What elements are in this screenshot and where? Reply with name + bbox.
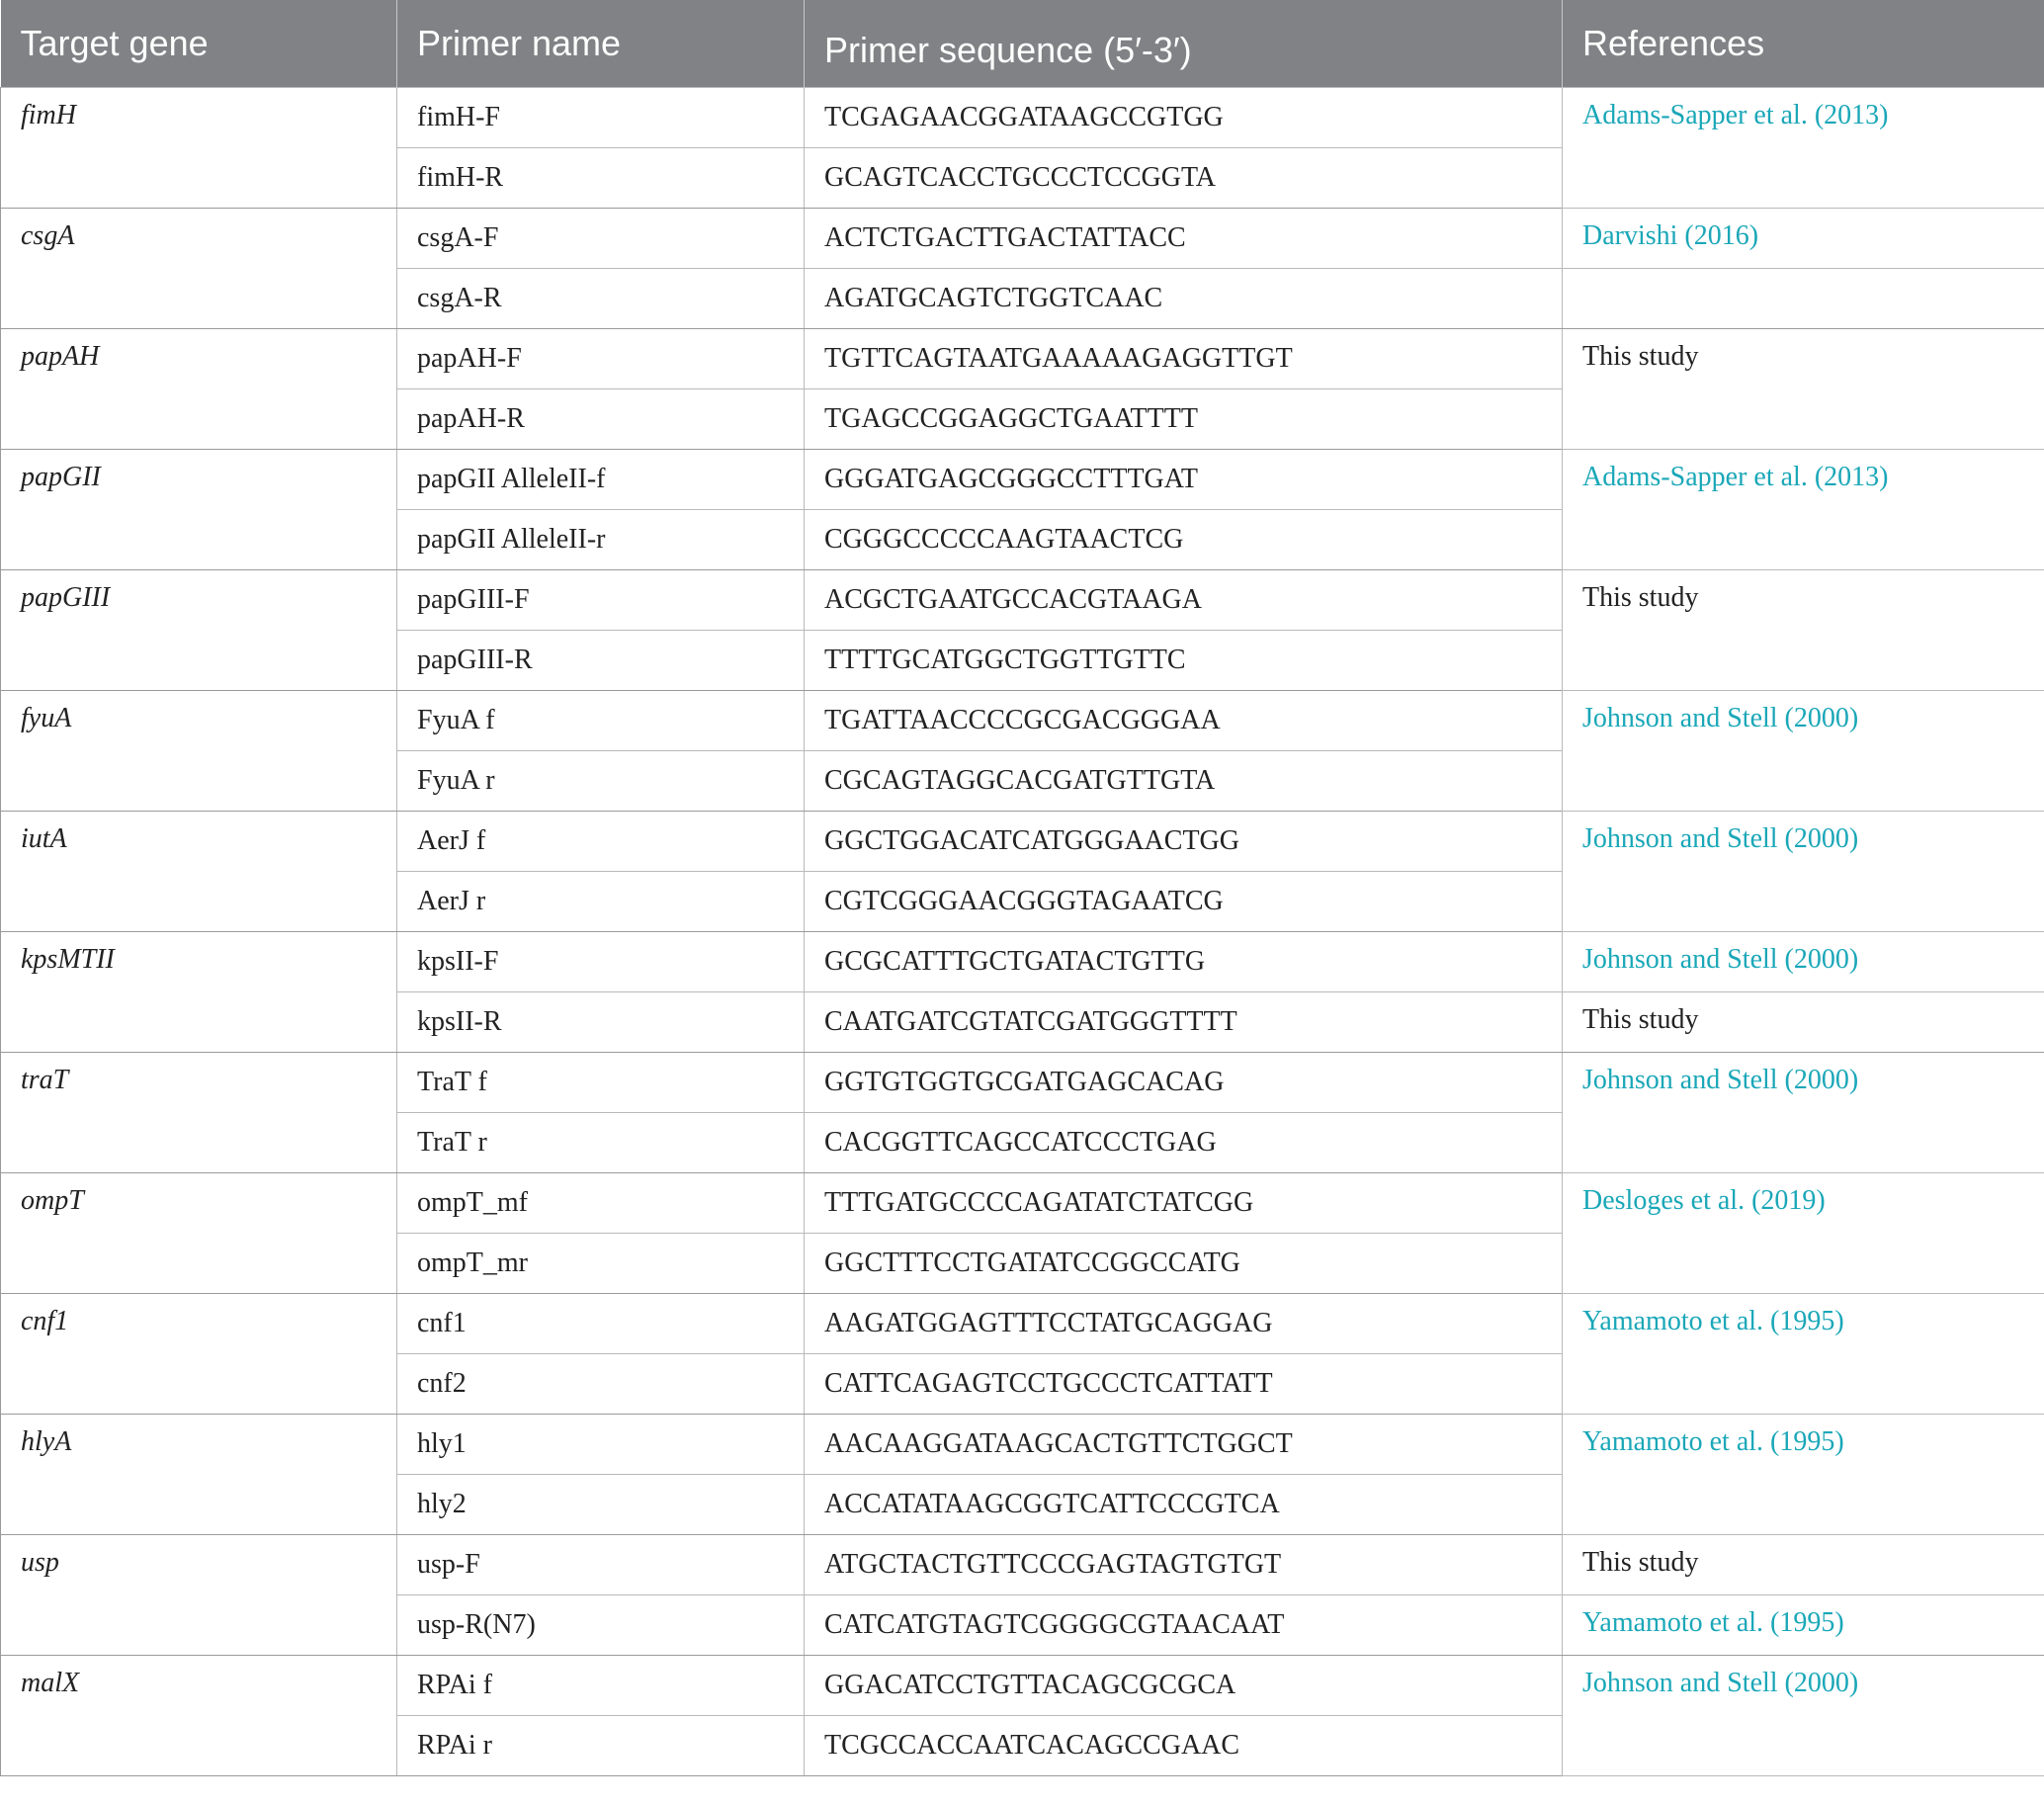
table-row [1, 811, 2044, 871]
reference-text[interactable]: Johnson and Stell (2000) [1582, 702, 1859, 733]
header-references: References [1563, 0, 2044, 87]
header-primer-name: Primer name [397, 0, 805, 87]
reference-text[interactable]: Yamamoto et al. (1995) [1582, 1305, 1844, 1336]
primer-sequence-cell: TGAGCCGGAGGCTGAATTTT [805, 388, 1563, 449]
primer-name-cell: ompT_mf [397, 1172, 805, 1233]
header-target-gene: Target gene [1, 0, 397, 87]
primer-sequence-cell: GGCTTTCCTGATATCCGGCCATG [805, 1233, 1563, 1293]
reference-text[interactable]: Johnson and Stell (2000) [1582, 1667, 1859, 1698]
primer-sequence-cell: GGCTGGACATCATGGGAACTGG [805, 811, 1563, 871]
reference-link[interactable] [1563, 811, 2044, 931]
primer-sequence-cell: TTTTGCATGGCTGGTTGTTC [805, 630, 1563, 690]
reference-text[interactable]: Darvishi (2016) [1582, 219, 1759, 251]
reference-link[interactable] [1563, 931, 2044, 991]
primer-name-cell: cnf1 [397, 1293, 805, 1353]
primer-name-cell: RPAi r [397, 1715, 805, 1775]
reference-link[interactable] [1563, 690, 2044, 811]
primer-name-cell: TraT f [397, 1052, 805, 1112]
primer-sequence-cell: GGGATGAGCGGGCCTTTGAT [805, 449, 1563, 509]
reference-link[interactable] [1563, 208, 2044, 268]
primer-name-cell: fimH-F [397, 87, 805, 147]
reference-link[interactable] [1563, 87, 2044, 208]
reference-link[interactable] [1563, 1052, 2044, 1172]
target-gene-cell: traT [1, 1052, 397, 1172]
target-gene-cell: papGIII [1, 569, 397, 690]
primer-name-cell: usp-F [397, 1534, 805, 1594]
primer-name-cell: hly2 [397, 1474, 805, 1534]
primer-name-cell: kpsII-R [397, 991, 805, 1052]
header-primer-sequence: Primer sequence (5′-3′) [805, 0, 1563, 87]
primer-name-cell: cnf2 [397, 1353, 805, 1414]
reference-text[interactable]: Johnson and Stell (2000) [1582, 1064, 1859, 1095]
reference-text: This study [1582, 340, 1699, 372]
reference-text[interactable]: Adams-Sapper et al. (2013) [1582, 461, 1889, 492]
primer-sequence-cell: CGGGCCCCCAAGTAACTCG [805, 509, 1563, 569]
primer-sequence-cell: AACAAGGATAAGCACTGTTCTGGCT [805, 1414, 1563, 1474]
primer-sequence-cell: TCGCCACCAATCACAGCCGAAC [805, 1715, 1563, 1775]
table-row [1, 1414, 2044, 1474]
primer-name-cell: kpsII-F [397, 931, 805, 991]
primer-sequence-cell: AGATGCAGTCTGGTCAAC [805, 268, 1563, 328]
primer-name-cell: AerJ f [397, 811, 805, 871]
primer-sequence-cell: TGTTCAGTAATGAAAAAGAGGTTGT [805, 328, 1563, 388]
reference-cell [1563, 328, 2044, 449]
reference-link[interactable] [1563, 449, 2044, 569]
primer-sequence-cell: ACGCTGAATGCCACGTAAGA [805, 569, 1563, 630]
primer-sequence-cell: TCGAGAACGGATAAGCCGTGG [805, 87, 1563, 147]
reference-text[interactable]: Adams-Sapper et al. (2013) [1582, 99, 1889, 130]
target-gene-cell: papGII [1, 449, 397, 569]
reference-link[interactable] [1563, 1594, 2044, 1655]
primer-sequence-cell: CGTCGGGAACGGGTAGAATCG [805, 871, 1563, 931]
table-row [1, 449, 2044, 509]
primer-sequence-cell: CGCAGTAGGCACGATGTTGTA [805, 750, 1563, 811]
primer-name-cell: csgA-F [397, 208, 805, 268]
reference-link[interactable] [1563, 1293, 2044, 1414]
primer-name-cell: ompT_mr [397, 1233, 805, 1293]
primer-name-cell: RPAi f [397, 1655, 805, 1715]
target-gene-cell: kpsMTII [1, 931, 397, 1052]
reference-cell [1563, 268, 2044, 328]
target-gene-cell: usp [1, 1534, 397, 1655]
reference-text: This study [1582, 1546, 1699, 1578]
table-row [1, 1655, 2044, 1715]
table-row [1, 208, 2044, 268]
primer-name-cell: papGII AlleleII-r [397, 509, 805, 569]
primer-sequence-cell: CAATGATCGTATCGATGGGTTTT [805, 991, 1563, 1052]
primer-name-cell: TraT r [397, 1112, 805, 1172]
reference-text[interactable]: Johnson and Stell (2000) [1582, 822, 1859, 854]
primer-name-cell: csgA-R [397, 268, 805, 328]
table-row [1, 87, 2044, 147]
reference-link[interactable] [1563, 1655, 2044, 1775]
primer-sequence-cell: CATCATGTAGTCGGGGCGTAACAAT [805, 1594, 1563, 1655]
table-row [1, 1293, 2044, 1353]
target-gene-cell: ompT [1, 1172, 397, 1293]
primer-sequence-cell: CATTCAGAGTCCTGCCCTCATTATT [805, 1353, 1563, 1414]
primer-name-cell: papAH-F [397, 328, 805, 388]
primer-sequence-cell: ACTCTGACTTGACTATTACC [805, 208, 1563, 268]
primer-sequence-cell: TGATTAACCCCGCGACGGGAA [805, 690, 1563, 750]
table-row [1, 690, 2044, 750]
target-gene-cell: cnf1 [1, 1293, 397, 1414]
primer-sequence-cell: CACGGTTCAGCCATCCCTGAG [805, 1112, 1563, 1172]
target-gene-cell: hlyA [1, 1414, 397, 1534]
target-gene-cell: papAH [1, 328, 397, 449]
primer-name-cell: papGIII-F [397, 569, 805, 630]
primer-name-cell: FyuA r [397, 750, 805, 811]
primer-name-cell: papGIII-R [397, 630, 805, 690]
primer-name-cell: papAH-R [397, 388, 805, 449]
primer-sequence-cell: GGTGTGGTGCGATGAGCACAG [805, 1052, 1563, 1112]
target-gene-cell: csgA [1, 208, 397, 328]
target-gene-cell: malX [1, 1655, 397, 1775]
primer-sequence-cell: ATGCTACTGTTCCCGAGTAGTGTGT [805, 1534, 1563, 1594]
reference-text: This study [1582, 581, 1699, 613]
table-header [1, 0, 2044, 87]
primer-sequence-cell: GCAGTCACCTGCCCTCCGGTA [805, 147, 1563, 208]
reference-cell [1563, 569, 2044, 690]
table-row [1, 1172, 2044, 1233]
primer-name-cell: fimH-R [397, 147, 805, 208]
primer-name-cell: usp-R(N7) [397, 1594, 805, 1655]
primer-name-cell: FyuA f [397, 690, 805, 750]
primer-sequence-cell: TTTGATGCCCCAGATATCTATCGG [805, 1172, 1563, 1233]
table-row [1, 1534, 2044, 1594]
table-row [1, 1052, 2044, 1112]
reference-text[interactable]: Desloges et al. (2019) [1582, 1184, 1826, 1216]
reference-link[interactable] [1563, 1414, 2044, 1534]
primer-name-cell: hly1 [397, 1414, 805, 1474]
target-gene-cell: fimH [1, 87, 397, 208]
reference-cell [1563, 1534, 2044, 1594]
table-row [1, 569, 2044, 630]
reference-text[interactable]: Johnson and Stell (2000) [1582, 943, 1859, 975]
table-row [1, 931, 2044, 991]
target-gene-cell: iutA [1, 811, 397, 931]
reference-text[interactable]: Yamamoto et al. (1995) [1582, 1425, 1844, 1457]
reference-link[interactable] [1563, 1172, 2044, 1293]
reference-text: This study [1582, 1003, 1699, 1035]
primer-sequence-cell: ACCATATAAGCGGTCATTCCCGTCA [805, 1474, 1563, 1534]
table-body [1, 87, 2044, 1775]
reference-text[interactable]: Yamamoto et al. (1995) [1582, 1606, 1844, 1638]
table-row [1, 328, 2044, 388]
header-row [1, 0, 2044, 87]
primer-name-cell: AerJ r [397, 871, 805, 931]
primer-sequence-cell: GCGCATTTGCTGATACTGTTG [805, 931, 1563, 991]
primer-sequence-cell: GGACATCCTGTTACAGCGCGCA [805, 1655, 1563, 1715]
primer-name-cell: papGII AlleleII-f [397, 449, 805, 509]
reference-cell [1563, 991, 2044, 1052]
target-gene-cell: fyuA [1, 690, 397, 811]
primer-sequence-cell: AAGATGGAGTTTCCTATGCAGGAG [805, 1293, 1563, 1353]
